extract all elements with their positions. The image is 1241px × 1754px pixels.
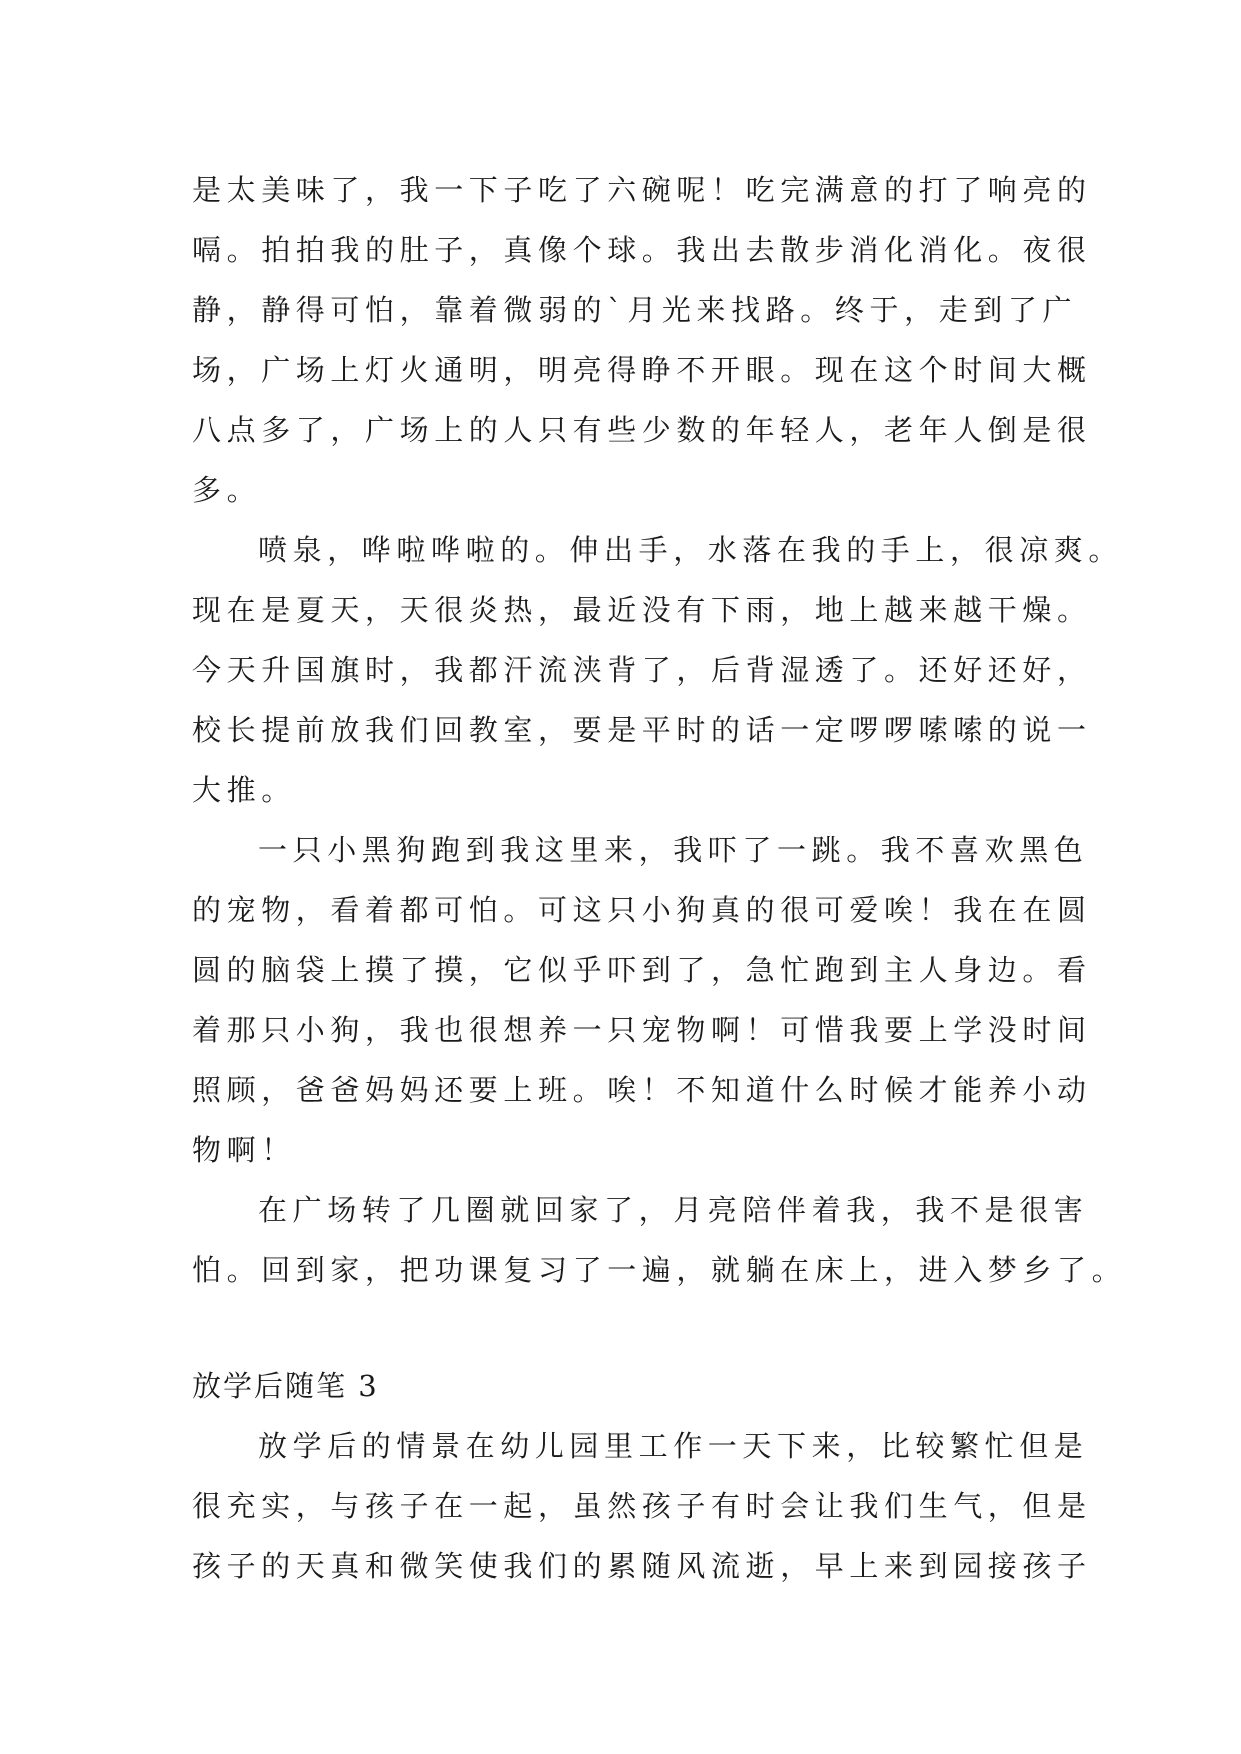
- text-line: 在广场转了几圈就回家了，月亮陪伴着我，我不是很害: [258, 1193, 1089, 1227]
- text-line: 的宠物，看着都可怕。可这只小狗真的很可爱唉！我在在圆: [192, 893, 1092, 927]
- text-line: 嗝。拍拍我的肚子，真像个球。我出去散步消化消化。夜很: [192, 233, 1092, 267]
- text-line: 放学后的情景在幼儿园里工作一天下来，比较繁忙但是: [258, 1429, 1089, 1463]
- text-line: 一只小黑狗跑到我这里来，我吓了一跳。我不喜欢黑色: [258, 833, 1089, 867]
- section-3: [192, 1356, 1092, 1596]
- document-page: [192, 160, 1127, 1596]
- text-line: 照顾，爸爸妈妈还要上班。唉！不知道什么时候才能养小动: [192, 1073, 1092, 1107]
- text-line: 圆的脑袋上摸了摸，它似乎吓到了，急忙跑到主人身边。看: [192, 953, 1092, 987]
- text-line: 很充实，与孩子在一起，虽然孩子有时会让我们生气，但是: [192, 1489, 1092, 1523]
- text-line: 八点多了，广场上的人只有些少数的年轻人，老年人倒是很: [192, 413, 1092, 447]
- text-line: 大推。: [192, 773, 296, 807]
- text-line: 怕。回到家，把功课复习了一遍，就躺在床上，进入梦乡了。: [192, 1253, 1127, 1287]
- text-line: 静，静得可怕，靠着微弱的`月光来找路。终于，走到了广: [192, 293, 1078, 327]
- text-line: 现在是夏天，天很炎热，最近没有下雨，地上越来越干燥。: [192, 593, 1092, 627]
- section-heading: 放学后随笔 3: [192, 1369, 379, 1403]
- text-line: 多。: [192, 473, 262, 507]
- text-line: 物啊！: [192, 1133, 296, 1167]
- paragraph-3: [192, 820, 1092, 1180]
- text-line: 场，广场上灯火通明，明亮得睁不开眼。现在这个时间大概: [192, 353, 1092, 387]
- text-line: 着那只小狗，我也很想养一只宠物啊！可惜我要上学没时间: [192, 1013, 1092, 1047]
- text-line: 校长提前放我们回教室，要是平时的话一定啰啰嗦嗦的说一: [192, 713, 1092, 747]
- paragraph-1: [192, 160, 1092, 520]
- text-line: 喷泉，哗啦哗啦的。伸出手，水落在我的手上，很凉爽。: [258, 533, 1124, 567]
- text-line: 是太美味了，我一下子吃了六碗呢！吃完满意的打了响亮的: [192, 173, 1092, 207]
- text-line: 孩子的天真和微笑使我们的累随风流逝，早上来到园接孩子: [192, 1549, 1092, 1583]
- section-paragraph: [192, 1416, 1092, 1596]
- paragraph-2: [192, 520, 1124, 820]
- paragraph-4: [192, 1180, 1127, 1300]
- text-line: 今天升国旗时，我都汗流浃背了，后背湿透了。还好还好，: [192, 653, 1092, 687]
